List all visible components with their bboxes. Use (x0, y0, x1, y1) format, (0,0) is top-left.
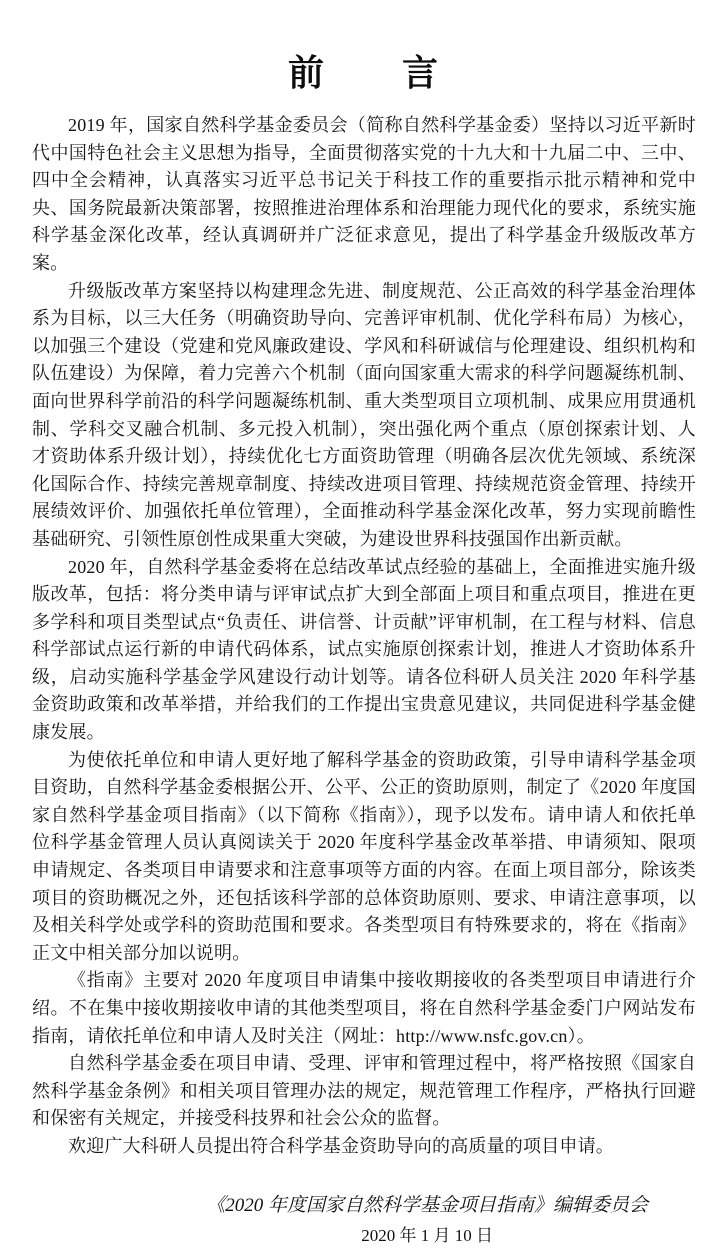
document-body (32, 112, 696, 1161)
paragraph-2020-implementation: 2020 年，自然科学基金委将在总结改革试点经验的基础上，全面推进实施升级版改革，包括：将分类申请与评审试点扩大到全部面上项目和重点项目，推进在更多学科和项目类型试点“负责任、讲信誉、计贡献”评审机制，在工程与材料、信息科学部试点运行新的申请代码体系，试点实施原创探索计划，推进人才资助体系升级，启动实施科学基金学风建设行动计划等。请各位科研人员关注 2020 年科学基金资助政策和改革举措，并给我们的工作提出宝贵意见建议，共同促进科学基金健康发展。 (32, 556, 696, 743)
paragraph-upgrade-plan: 升级版改革方案坚持以构建理念先进、制度规范、公正高效的科学基金治理体系为目标，以三大任务（明确资助导向、完善评审机制、优化学科布局）为核心，以加强三个建设（党建和党风廉政建设、学风和科研诚信与伦理建设、组织机构和队伍建设）为保障，着力完善六个机制（面向国家重大需求的科学问题凝练机制、面向世界科学前沿的科学问题凝练机制、重大类型项目立项机制、成果应用贯通机制、学科交叉融合机制、多元投入机制），突出强化两个重点（原创探索计划、人才资助体系升级计划），持续优化七方面资助管理（明确各层次优先领域、系统深化国际合作、持续完善规章制度、持续改进项目管理、持续规范资金管理、持续开展绩效评价、加强依托单位管理），全面推动科学基金深化改革，努力实现前瞻性基础研究、引领性原创性成果重大突破，为建设世界科技强国作出新贡献。 (32, 280, 696, 549)
paragraph-guide-scope-url: 《指南》主要对 2020 年度项目申请集中接收期接收的各类型项目申请进行介绍。不在集中接收期接收申请的其他类型项目，将在自然科学基金委门户网站发布指南，请依托单位和申请人及时关注（网址：http://www.nsfc.gov.cn）。 (32, 970, 696, 1046)
paragraph-2019-reform: 2019 年，国家自然科学基金委员会（简称自然科学基金委）坚持以习近平新时代中国特色社会主义思想为指导，全面贯彻落实党的十九大和十九届二中、三中、四中全会精神，认真落实习近平总书记关于科技工作的重要指示批示精神和党中央、国务院最新决策部署，按照推进治理体系和治理能力现代化的要求，系统实施科学基金深化改革，经认真调研并广泛征求意见，提出了科学基金升级版改革方案。 (32, 115, 696, 273)
signature-date: 2020 年 1 月 10 日 (361, 1225, 493, 1245)
paragraph-guide-publication: 为使依托单位和申请人更好地了解科学基金的资助政策，引导申请科学基金项目资助，自然科学基金委根据公开、公平、公正的资助原则，制定了《2020 年度国家自然科学基金项目指南》（以下简称《指南》），现予以发布。请申请人和依托单位科学基金管理人员认真阅读关于 2020 年度科学基金改革举措、申请须知、限项申请规定、各类项目申请要求和注意事项等方面的内容。在面上项目部分，除该类项目的资助概况之外，还包括该科学部的总体资助原则、要求、申请注意事项，以及相关科学处或学科的资助范围和要求。各类型项目有特殊要求的，将在《指南》正文中相关部分加以说明。 (32, 749, 696, 963)
paragraph-welcome: 欢迎广大科研人员提出符合科学基金资助导向的高质量的项目申请。 (68, 1135, 614, 1156)
signature-editorial-committee: 《2020 年度国家自然科学基金项目指南》编辑委员会 (206, 1194, 648, 1216)
paragraph-regulations-supervision: 自然科学基金委在项目申请、受理、评审和管理过程中，将严格按照《国家自然科学基金条例》和相关项目管理办法的规定，规范管理工作程序，严格执行回避和保密有关规定，并接受科技界和社会公众的监督。 (32, 1053, 696, 1129)
colophon (206, 1191, 648, 1251)
page-title: 前 言 (287, 52, 440, 93)
